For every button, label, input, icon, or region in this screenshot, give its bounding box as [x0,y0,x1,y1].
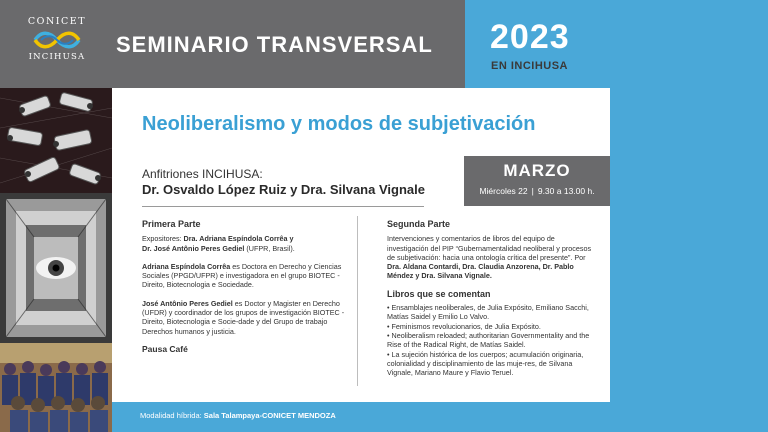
speaker-name-1: Dra. Adriana Espíndola Corrêa y [183,234,294,244]
bio-1 [142,262,347,290]
second-part-intro [387,234,597,280]
photo-crowd [0,343,112,432]
hosts-names: Dr. Osvaldo López Ruiz y Dra. Silvana Vignale [142,182,425,197]
first-part-column [142,220,347,354]
bio-2 [142,299,347,336]
infinity-logo-icon [31,31,83,49]
first-part-heading: Primera Parte [142,219,201,229]
list-item: • Feminismos revolucionarios, de Julia Expósito. [387,321,541,331]
speakers-paragraph [142,234,347,253]
list-item: • Ensamblajes neoliberales, de Julia Expósito, Emiliano Sacchi, Matías Saidel y Emilio Lo Valvo. [387,303,589,322]
conicet-logo [22,16,92,74]
logo-top-text: CONICET [27,16,87,27]
hosts-label: Anfitriones INCIHUSA: [142,167,263,181]
divider [142,206,424,207]
speakers-affiliation: (UFPR, Brasil). [244,243,295,253]
bio-1-name: Adriana Espíndola Corrêa [142,261,231,271]
main-card [112,88,610,402]
list-item: • Neoliberalism reloaded; authoritarian Governmentality and the Rise of the Radical Right, de Matías Saidel. [387,330,590,350]
list-item: • La sujeción histórica de los cuerpos; acumulación originaria, colonialidad y disciplinamiento de las muje-res, de Silvana Vignale, Mariano Maure y Flavio Teruel. [387,349,584,378]
date-box [464,156,610,206]
footer-modality [140,411,336,420]
footer-label: Modalidad híbrida: [140,411,204,420]
books-list [387,303,597,377]
month: MARZO [503,161,571,180]
books-heading: Libros que se comentan [387,288,491,299]
column-divider [357,216,358,386]
seminar-topic-title: Neoliberalismo y modos de subjetivación [142,113,536,135]
date-time [464,186,610,196]
intro-names: Dra. Aldana Contardi, Dra. Claudia Anzorena, Dr. Pablo Méndez y Dra. Silvana Vignale. [387,262,574,281]
second-part-heading: Segunda Parte [387,219,451,229]
speakers-label: Expositores: [142,234,184,244]
footer-venue: Sala Talampaya-CONICET MENDOZA [203,411,336,420]
second-part-column [387,220,597,377]
date: Miércoles 22 [479,186,528,196]
separator: | [531,186,534,196]
photo-surveillance-cameras [0,88,112,193]
time: 9.30 a 13.00 h. [537,186,595,196]
seminar-title: SEMINARIO TRANSVERSAL [116,32,433,57]
bio-1-text: es Doctora en Derecho y Ciencias Sociales (PPGD/UFPR) e investigadora en el grupo BIOTEC - Direito, Biotecnologia e Sociedade. [142,261,342,290]
year-subtitle: EN INCIHUSA [491,60,569,72]
coffee-break: Pausa Café [142,343,188,354]
photo-eye-stairwell [0,193,112,343]
year: 2023 [490,18,570,56]
bio-2-name: José Antônio Peres Gediel [142,298,233,308]
logo-bottom-text: INCIHUSA [28,52,86,62]
intro-text: Intervenciones y comentarios de libros del equipo de investigación del PIP “Gubernamentalidad neoliberal y procesos de subjetivación: hacia una ontología crítica del presente”. Por [387,234,592,262]
bio-2-text: es Doctor y Magister en Derecho (UFDR) y coordinador de los grupos de investigación BIOTEC - Direito, Biotecnologia e Socie-dade y del Grupo de trabajo Derechos humanos y justicia. [142,298,345,336]
speaker-name-2: Dr. José Antônio Peres Gediel [142,243,245,253]
